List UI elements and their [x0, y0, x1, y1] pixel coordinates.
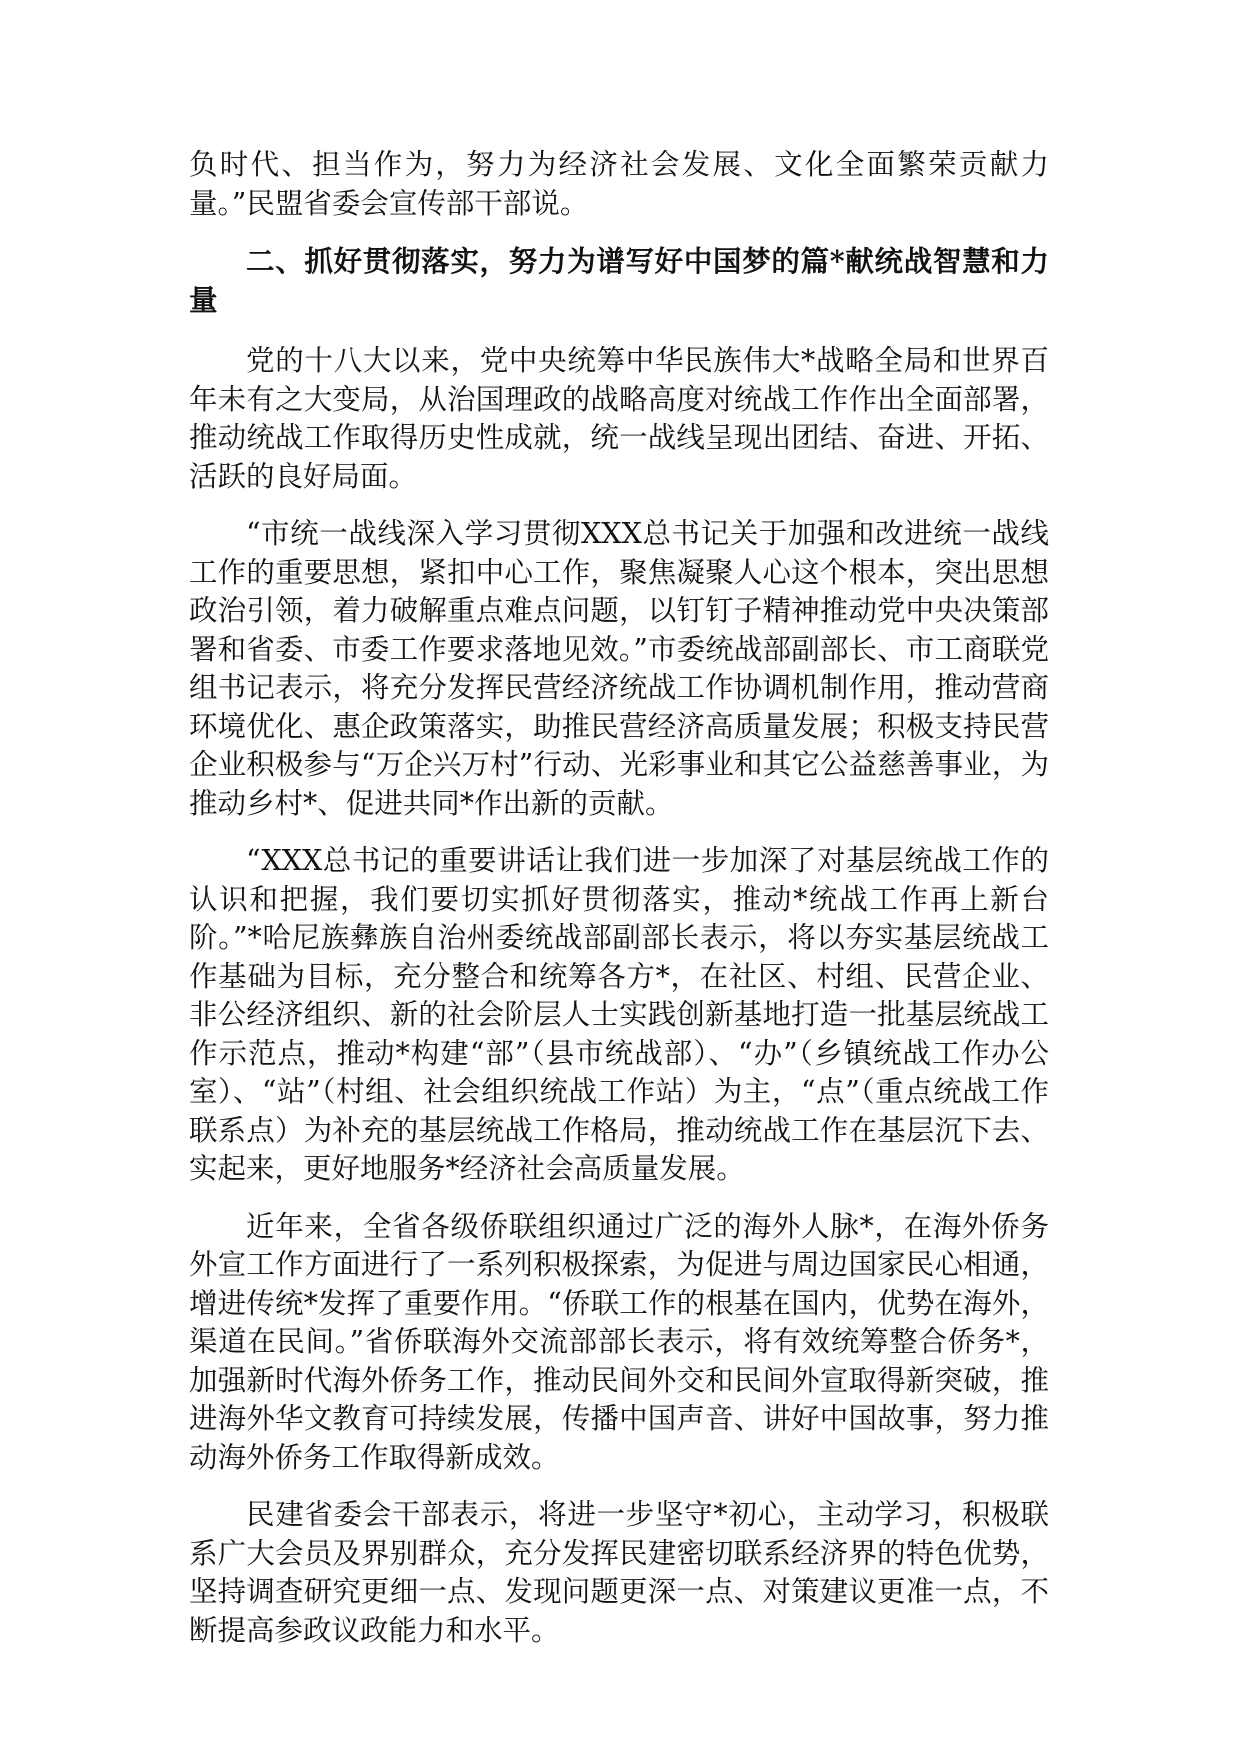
body-paragraph: 党的十八大以来，党中央统筹中华民族伟大*战略全局和世界百年未有之大变局，从治国理政的战略高度对统战工作作出全面部署，推动统战工作取得历史性成就，统一战线呈现出团结、奋进、开拓、活跃的良好局面。: [189, 344, 1049, 493]
body-paragraph: “XXX总书记的重要讲话让我们进一步加深了对基层统战工作的认识和把握，我们要切实抓好贯彻落实，推动*统战工作再上新台阶。”*哈尼族彝族自治州委统战部副部长表示，将以夯实基层统战工作基础为目标，充分整合和统筹各方*，在社区、村组、民营企业、非公经济组织、新的社会阶层人士实践创新基地打造一批基层统战工作示范点，推动*构建“部”（县市统战部）、“办”（乡镇统战工作办公室）、“站”（村组、社会组织统战工作站）为主，“点”（重点统战工作联系点）为补充的基层统战工作格局，推动统战工作在基层沉下去、实起来，更好地服务*经济社会高质量发展。: [189, 844, 1049, 1185]
body-paragraph: “市统一战线深入学习贯彻XXX总书记关于加强和改进统一战线工作的重要思想，紧扣中心工作，聚焦凝聚人心这个根本，突出思想政治引领，着力破解重点难点问题，以钉钉子精神推动党中央决策部署和省委、市委工作要求落地见效。”市委统战部副部长、市工商联党组书记表示，将充分发挥民营经济统战工作协调机制作用，推动营商环境优化、惠企政策落实，助推民营经济高质量发展；积极支持民营企业积极参与“万企兴万村”行动、光彩事业和其它公益慈善事业，为推动乡村*、促进共同*作出新的贡献。: [189, 517, 1049, 820]
body-paragraph: 民建省委会干部表示，将进一步坚守*初心，主动学习，积极联系广大会员及界别群众，充分发挥民建密切联系经济界的特色优势，坚持调查研究更细一点、发现问题更深一点、对策建议更准一点，不断提高参政议政能力和水平。: [189, 1498, 1049, 1647]
body-paragraph: 近年来，全省各级侨联组织通过广泛的海外人脉*，在海外侨务外宣工作方面进行了一系列积极探索，为促进与周边国家民心相通，增进传统*发挥了重要作用。“侨联工作的根基在国内，优势在海外，渠道在民间。”省侨联海外交流部部长表示，将有效统筹整合侨务*，加强新时代海外侨务工作，推动民间外交和民间外宣取得新突破，推进海外华文教育可持续发展，传播中国声音、讲好中国故事，努力推动海外侨务工作取得新成效。: [189, 1209, 1049, 1474]
intro-paragraph: 负时代、担当作为，努力为经济社会发展、文化全面繁荣贡献力量。”民盟省委会宣传部干部说。: [189, 148, 1049, 220]
section-heading: 二、抓好贯彻落实，努力为谱写好中国梦的篇*献统战智慧和力量: [189, 244, 1049, 317]
document-page: [189, 146, 1049, 1669]
